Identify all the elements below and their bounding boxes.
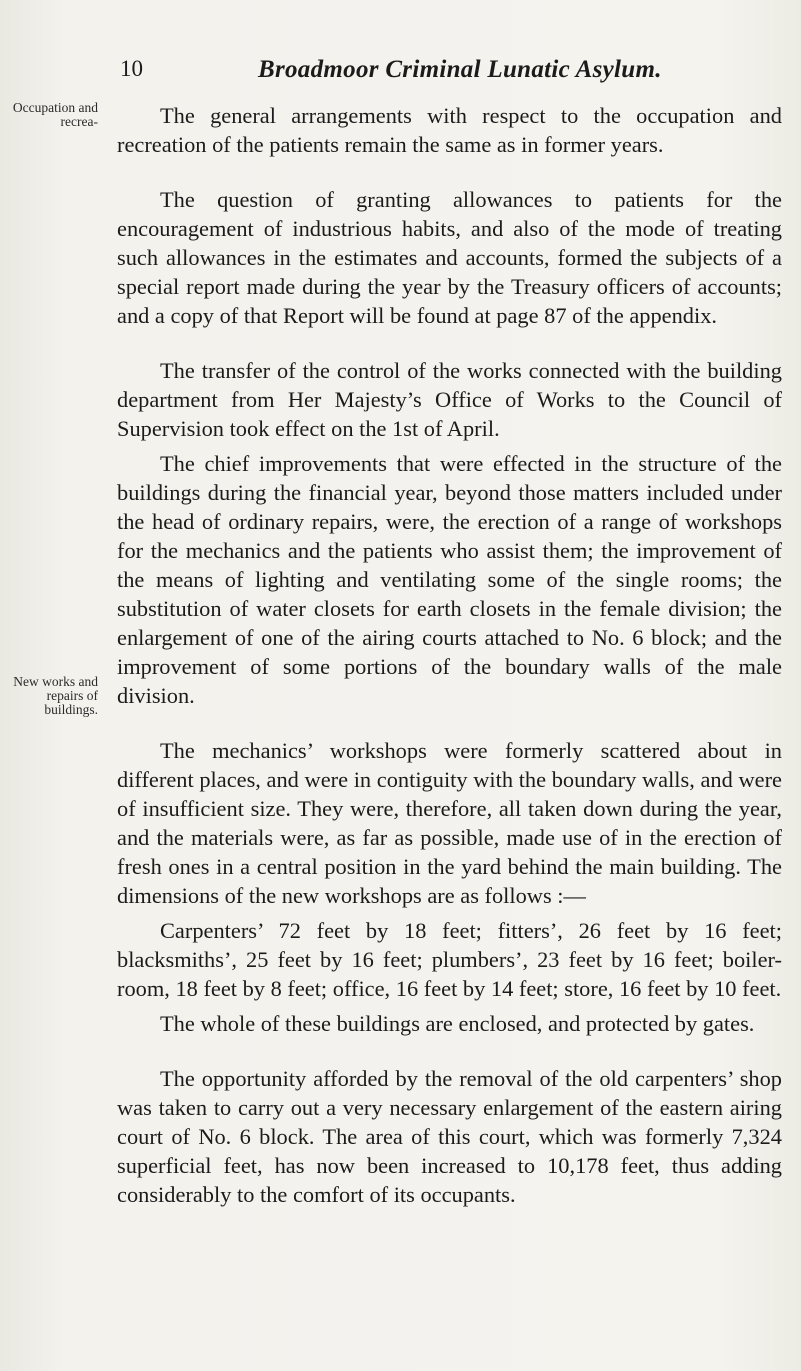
margin-note-new-works: New works and repairs of buildings. bbox=[13, 674, 98, 717]
paragraph-airing-court: The opportunity afforded by the removal of the old carpenters’ shop was taken to carry out a very necessary enlargement of the eastern airing court of No. 6 block. The area of this court, which was formerly 7,324 superficial feet, has now been increased to 10,178 feet, thus adding considerably to the comfort of its occupants. bbox=[117, 1066, 782, 1207]
margin-note-occupation: Occupation and recrea- bbox=[12, 100, 98, 129]
paragraph-occupation: The general arrangements with respect to the occupation and recreation of the patients remain the same as in former years. bbox=[117, 103, 782, 157]
paragraph-enclosed: The whole of these buildings are enclosed, and protected by gates. bbox=[160, 1011, 755, 1036]
body-text bbox=[117, 101, 782, 1209]
paragraph-transfer: The transfer of the control of the works connected with the building department from Her Majesty’s Office of Works to the Council of Supervision took effect on the 1st of April. bbox=[117, 358, 782, 441]
paragraph-dimensions: Carpenters’ 72 feet by 18 feet; fitters’, 26 feet by 16 feet; blacksmiths’, 25 feet by 16 feet; plumbers’, 23 feet by 16 feet; boiler-room, 18 feet by 8 feet; office, 16 feet by 14 feet; store, 16 feet by 10 feet. bbox=[117, 918, 782, 1001]
paragraph-workshops: The mechanics’ workshops were formerly scattered about in different places, and were in contiguity with the boundary walls, and were of insufficient size. They were, therefore, all taken down during the year, and the materials were, as far as possible, made use of in the erection of fresh ones in a central position in the yard behind the main building. The dimensions of the new workshops are as follows :— bbox=[117, 738, 782, 908]
page-header bbox=[0, 56, 801, 86]
paragraph-allowances: The question of granting allowances to patients for the encouragement of industrious habits, and also of the mode of treating such allowances in the estimates and accounts, formed the subjects of a special report made during the year by the Treasury officers of accounts; and a copy of that Report will be found at page 87 of the appendix. bbox=[117, 187, 782, 328]
paragraph-improvements: The chief improvements that were effected in the structure of the buildings during the financial year, beyond those matters included under the head of ordinary repairs, were, the erection of a range of workshops for the mechanics and the patients who assist them; the improvement of the means of lighting and ventilating some of the single rooms; the substitution of water closets for earth closets in the female division; the enlargement of one of the airing courts attached to No. 6 block; and the improvement of some portions of the boundary walls of the male division. bbox=[117, 451, 782, 708]
page-number: 10 bbox=[120, 56, 143, 81]
running-title: Broadmoor Criminal Lunatic Asylum. bbox=[258, 56, 662, 83]
